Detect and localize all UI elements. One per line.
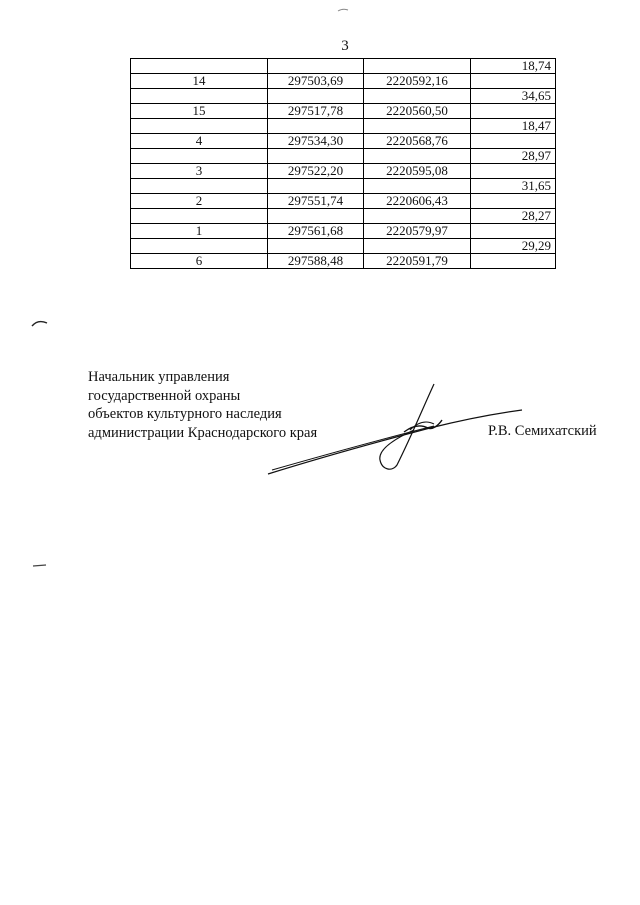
table-row bbox=[131, 224, 556, 239]
point-number-cell: 1 bbox=[131, 224, 268, 239]
segment-length-cell bbox=[471, 164, 556, 179]
y-coordinate-cell: 2220568,76 bbox=[364, 134, 471, 149]
y-coordinate-cell: 2220591,79 bbox=[364, 254, 471, 269]
segment-length-cell: 18,74 bbox=[471, 59, 556, 74]
segment-length-cell bbox=[471, 134, 556, 149]
y-coordinate-cell: 2220592,16 bbox=[364, 74, 471, 89]
y-coordinate-cell bbox=[364, 239, 471, 254]
x-coordinate-cell bbox=[268, 149, 364, 164]
point-number-cell bbox=[131, 239, 268, 254]
x-coordinate-cell: 297522,20 bbox=[268, 164, 364, 179]
point-number-cell: 3 bbox=[131, 164, 268, 179]
table-row bbox=[131, 134, 556, 149]
point-number-cell bbox=[131, 179, 268, 194]
table-row bbox=[131, 164, 556, 179]
x-coordinate-cell: 297534,30 bbox=[268, 134, 364, 149]
x-coordinate-cell: 297561,68 bbox=[268, 224, 364, 239]
signatory-title-line: Начальник управления bbox=[88, 369, 230, 385]
segment-length-cell bbox=[471, 104, 556, 119]
point-number-cell: 15 bbox=[131, 104, 268, 119]
x-coordinate-cell: 297588,48 bbox=[268, 254, 364, 269]
table-row bbox=[131, 254, 556, 269]
point-number-cell: 4 bbox=[131, 134, 268, 149]
signatory-title-line: государственной охраны bbox=[88, 387, 241, 404]
y-coordinate-cell bbox=[364, 59, 471, 74]
point-number-cell: 2 bbox=[131, 194, 268, 209]
segment-length-cell: 28,97 bbox=[471, 149, 556, 164]
point-number-cell bbox=[131, 59, 268, 74]
table-row bbox=[131, 89, 556, 104]
scan-mark-top bbox=[336, 6, 350, 14]
point-number-cell: 14 bbox=[131, 74, 268, 89]
x-coordinate-cell bbox=[268, 119, 364, 134]
table-row bbox=[131, 149, 556, 164]
point-number-cell bbox=[131, 209, 268, 224]
y-coordinate-cell bbox=[364, 179, 471, 194]
x-coordinate-cell bbox=[268, 59, 364, 74]
x-coordinate-cell: 297551,74 bbox=[268, 194, 364, 209]
point-number-cell: 6 bbox=[131, 254, 268, 269]
segment-length-cell: 18,47 bbox=[471, 119, 556, 134]
signatory-title-line: объектов культурного наследия bbox=[88, 406, 282, 422]
x-coordinate-cell: 297517,78 bbox=[268, 104, 364, 119]
point-number-cell bbox=[131, 149, 268, 164]
y-coordinate-cell: 2220579,97 bbox=[364, 224, 471, 239]
coordinates-table bbox=[130, 58, 556, 269]
segment-length-cell: 28,27 bbox=[471, 209, 556, 224]
segment-length-cell: 31,65 bbox=[471, 179, 556, 194]
y-coordinate-cell bbox=[364, 89, 471, 104]
point-number-cell bbox=[131, 89, 268, 104]
x-coordinate-cell: 297503,69 bbox=[268, 74, 364, 89]
segment-length-cell bbox=[471, 254, 556, 269]
table-row bbox=[131, 104, 556, 119]
table-row bbox=[131, 209, 556, 224]
y-coordinate-cell: 2220560,50 bbox=[364, 104, 471, 119]
scan-mark-left-2 bbox=[32, 562, 48, 568]
table-row bbox=[131, 59, 556, 74]
x-coordinate-cell bbox=[268, 89, 364, 104]
y-coordinate-cell bbox=[364, 119, 471, 134]
segment-length-cell: 29,29 bbox=[471, 239, 556, 254]
x-coordinate-cell bbox=[268, 209, 364, 224]
table-row bbox=[131, 239, 556, 254]
signer-name: Р.В. Семихатский bbox=[488, 423, 597, 439]
y-coordinate-cell: 2220595,08 bbox=[364, 164, 471, 179]
scan-mark-left-1 bbox=[30, 318, 50, 328]
y-coordinate-cell bbox=[364, 209, 471, 224]
x-coordinate-cell bbox=[268, 239, 364, 254]
table-row bbox=[131, 74, 556, 89]
signatory-title-line: администрации Краснодарского края bbox=[88, 424, 318, 441]
coordinates-table-body bbox=[131, 59, 556, 269]
table-row bbox=[131, 119, 556, 134]
page-number: 3 bbox=[341, 38, 349, 54]
segment-length-cell bbox=[471, 224, 556, 239]
segment-length-cell bbox=[471, 74, 556, 89]
y-coordinate-cell bbox=[364, 149, 471, 164]
segment-length-cell bbox=[471, 194, 556, 209]
segment-length-cell: 34,65 bbox=[471, 89, 556, 104]
x-coordinate-cell bbox=[268, 179, 364, 194]
table-row bbox=[131, 194, 556, 209]
y-coordinate-cell: 2220606,43 bbox=[364, 194, 471, 209]
point-number-cell bbox=[131, 119, 268, 134]
table-row bbox=[131, 179, 556, 194]
